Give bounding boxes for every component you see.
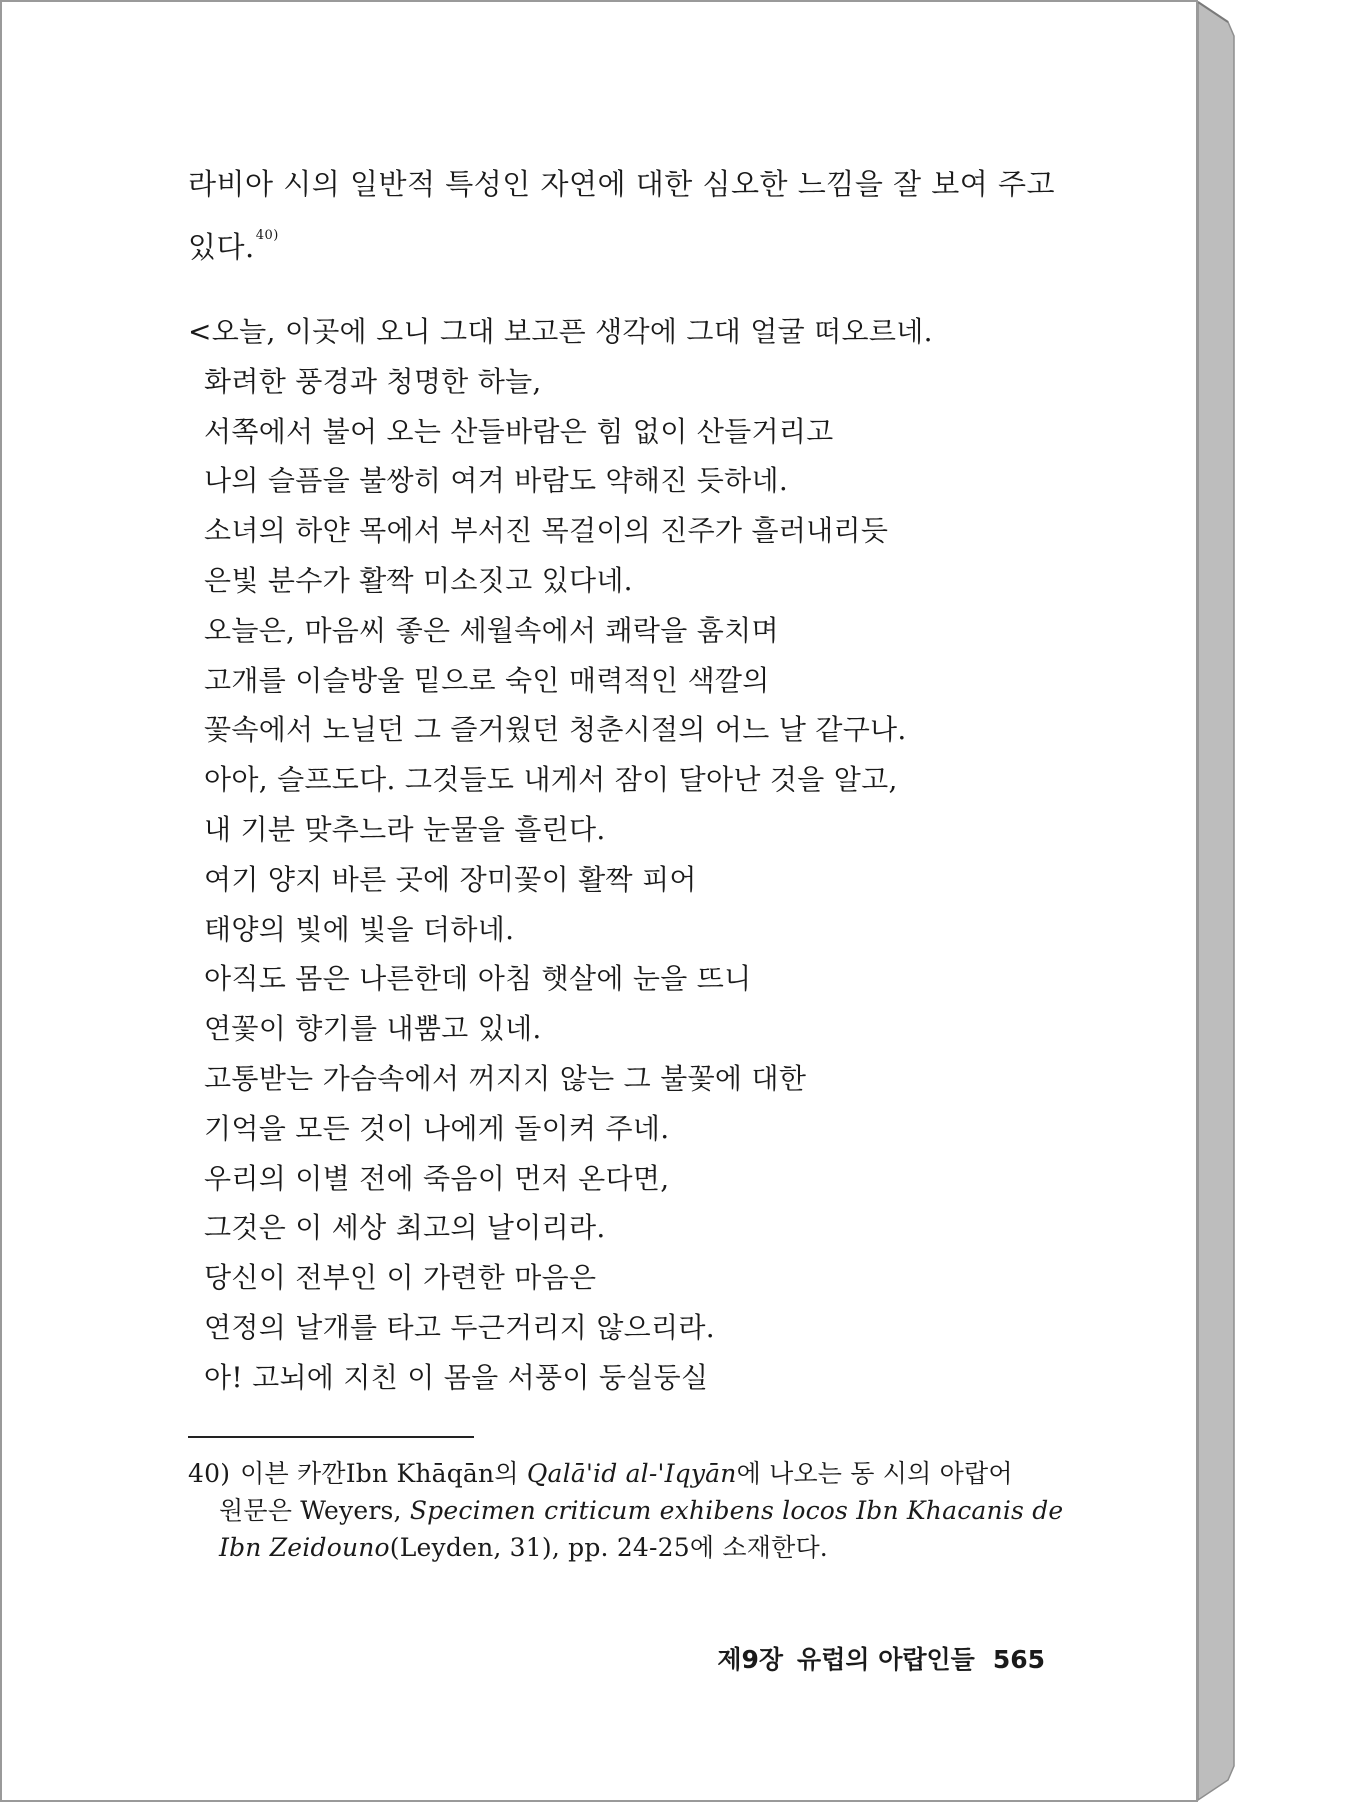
footnote-book-title: Qalā'id al-'Iqyān bbox=[526, 1459, 737, 1488]
footnote-40 bbox=[188, 1455, 1064, 1566]
chapter-label: 제9장 bbox=[717, 1645, 784, 1674]
poem-line: 꽃속에서 노닐던 그 즐거웠던 청춘시절의 어느 날 같구나. bbox=[204, 713, 907, 747]
footnote-line-3 bbox=[188, 1529, 1048, 1566]
poem-line: 고개를 이슬방울 밑으로 숙인 매력적인 색깔의 bbox=[204, 663, 770, 697]
intro-line-2-text: 있다. bbox=[188, 230, 255, 264]
poem-line: 아! 고뇌에 지친 이 몸을 서풍이 둥실둥실 bbox=[204, 1360, 709, 1394]
poem-line: 그것은 이 세상 최고의 날이리라. bbox=[204, 1211, 606, 1245]
poem-line: 오늘은, 마음씨 좋은 세월속에서 쾌락을 훔치며 bbox=[204, 613, 779, 647]
poem-line: 여기 양지 바른 곳에 장미꽃이 활짝 피어 bbox=[204, 862, 697, 896]
page-number: 565 bbox=[992, 1645, 1045, 1674]
footnote-book-title: Ibn Zeidouno bbox=[219, 1533, 390, 1562]
poem-line: 고통받는 가슴속에서 꺼지지 않는 그 불꽃에 대한 bbox=[204, 1061, 807, 1095]
footnote-book-title: Specimen criticum exhibens locos Ibn Khacanis de bbox=[409, 1496, 1064, 1525]
poem-line: 우리의 이별 전에 죽음이 먼저 온다면, bbox=[204, 1161, 670, 1195]
intro-line-2 bbox=[188, 210, 1048, 273]
poem-line: 아직도 몸은 나른한데 아침 햇살에 눈을 뜨니 bbox=[204, 962, 752, 996]
poem-line: 아아, 슬프도다. 그것들도 내게서 잠이 달아난 것을 알고, bbox=[204, 763, 898, 797]
footnote-line-1 bbox=[188, 1455, 1048, 1492]
intro-paragraph bbox=[188, 158, 1056, 273]
poem-line: 나의 슬픔을 불쌍히 여겨 바람도 약해진 듯하네. bbox=[204, 464, 789, 498]
poem-line: 기억을 모든 것이 나에게 돌이켜 주네. bbox=[204, 1111, 670, 1145]
chapter-title: 유럽의 아랍인들 bbox=[797, 1645, 975, 1674]
poem-line: 연꽃이 향기를 내뿜고 있네. bbox=[204, 1012, 542, 1046]
footnote-text: 에 나오는 동 시의 아랍어 bbox=[736, 1459, 1013, 1488]
footnote-number: 40) bbox=[188, 1459, 231, 1488]
footnote-line-2 bbox=[188, 1492, 1064, 1529]
poem-line: 화려한 풍경과 청명한 하늘, bbox=[204, 364, 542, 398]
poem-line: 태양의 빛에 빛을 더하네. bbox=[204, 912, 515, 946]
poem-line: 은빛 분수가 활짝 미소짓고 있다네. bbox=[204, 563, 633, 597]
poem-line: <오늘, 이곳에 오니 그대 보고픈 생각에 그대 얼굴 떠오르네. bbox=[188, 315, 933, 348]
intro-line-1: 라비아 시의 일반적 특성인 자연에 대한 심오한 느낌을 잘 보여 주고 bbox=[188, 167, 1056, 201]
running-footer bbox=[700, 1640, 1045, 1676]
poem-line: 당신이 전부인 이 가련한 마음은 bbox=[204, 1261, 597, 1295]
poem-line: 내 기분 맞추느라 눈물을 흘린다. bbox=[204, 812, 606, 846]
poem-line: 서쪽에서 불어 오는 산들바람은 힘 없이 산들거리고 bbox=[204, 414, 834, 448]
poem-line: 연정의 날개를 타고 두근거리지 않으리라. bbox=[204, 1310, 715, 1344]
page-edge-shadow bbox=[1198, 0, 1240, 1802]
poem-block bbox=[188, 307, 1064, 1403]
footnote-reference: 40) bbox=[255, 228, 279, 243]
footnote-text: (Leyden, 31), pp. 24-25에 소재한다. bbox=[389, 1533, 828, 1562]
footnote-text: 이븐 카깐Ibn Khāqān의 bbox=[240, 1459, 527, 1488]
footnote-text: 원문은 Weyers, bbox=[219, 1496, 410, 1525]
poem-line: 소녀의 하얀 목에서 부서진 목걸이의 진주가 흘러내리듯 bbox=[204, 514, 889, 548]
footnote-divider bbox=[188, 1436, 474, 1438]
